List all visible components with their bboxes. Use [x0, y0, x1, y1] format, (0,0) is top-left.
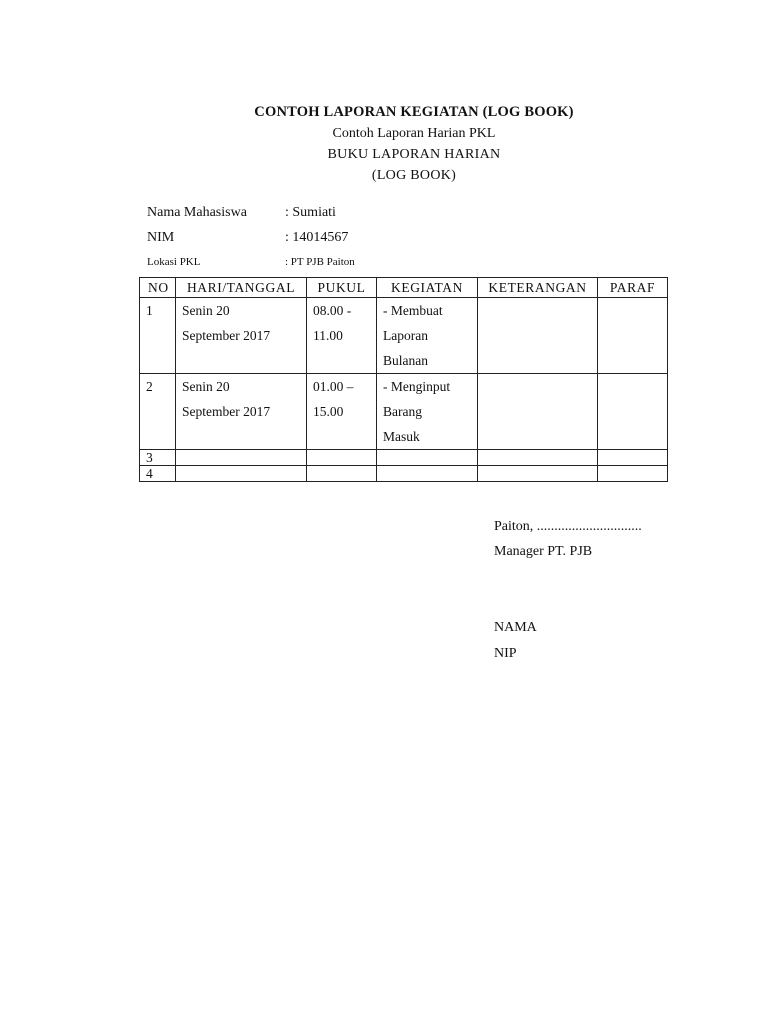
- date-cell: [176, 450, 307, 466]
- note-cell: [478, 374, 598, 450]
- location-row: [147, 256, 355, 268]
- activity-line: Laporan: [383, 328, 428, 343]
- location-label: Lokasi PKL: [147, 256, 201, 268]
- time-cell: [307, 298, 377, 374]
- student-name-row: [147, 205, 336, 221]
- location-value: : PT PJB Paiton: [285, 256, 355, 268]
- time-cell: [307, 450, 377, 466]
- logbook-table: [139, 277, 668, 482]
- time-line: 15.00: [313, 404, 344, 419]
- signature-name: NAMA: [494, 620, 537, 635]
- nim-row: [147, 230, 348, 246]
- date-line: Senin 20: [182, 379, 230, 394]
- document-subtitle: Contoh Laporan Harian PKL: [332, 126, 496, 141]
- time-line: 08.00 -: [313, 303, 352, 318]
- sign-cell: [598, 466, 668, 482]
- activity-line: Masuk: [383, 429, 420, 444]
- note-cell: [478, 298, 598, 374]
- note-cell: [478, 466, 598, 482]
- activity-cell: [377, 466, 478, 482]
- activity-cell: [377, 374, 478, 450]
- activity-cell: [377, 450, 478, 466]
- table-row: [140, 450, 668, 466]
- date-cell: [176, 374, 307, 450]
- row-number: 4: [140, 466, 176, 482]
- time-cell: [307, 466, 377, 482]
- table-row: [140, 374, 668, 450]
- signature-nip: NIP: [494, 646, 517, 661]
- time-line: 11.00: [313, 328, 343, 343]
- activity-cell: [377, 298, 478, 374]
- signature-position: Manager PT. PJB: [494, 544, 593, 559]
- student-name-label: Nama Mahasiswa: [147, 205, 247, 220]
- logbook-subheading: (LOG BOOK): [371, 168, 457, 183]
- column-header-note: KETERANGAN: [478, 278, 598, 298]
- table-row: [140, 466, 668, 482]
- column-header-sign: PARAF: [598, 278, 668, 298]
- note-cell: [478, 450, 598, 466]
- student-name-value: : Sumiati: [285, 205, 336, 220]
- nim-value: : 14014567: [285, 230, 349, 245]
- table-header-row: [140, 278, 668, 298]
- time-line: 01.00 –: [313, 379, 354, 394]
- document-title: CONTOH LAPORAN KEGIATAN (LOG BOOK): [254, 104, 574, 120]
- row-number: 2: [140, 374, 176, 450]
- activity-line: Bulanan: [383, 353, 428, 368]
- date-line: September 2017: [182, 328, 271, 343]
- activity-line: - Menginput: [383, 379, 451, 394]
- date-line: Senin 20: [182, 303, 230, 318]
- nim-label: NIM: [147, 230, 175, 245]
- time-cell: [307, 374, 377, 450]
- row-number: 3: [140, 450, 176, 466]
- column-header-time: PUKUL: [307, 278, 377, 298]
- activity-line: - Membuat: [383, 303, 443, 318]
- row-number: 1: [140, 298, 176, 374]
- date-cell: [176, 298, 307, 374]
- sign-cell: [598, 298, 668, 374]
- signature-place-date: Paiton, ..............................: [494, 519, 642, 534]
- column-header-activity: KEGIATAN: [377, 278, 478, 298]
- column-header-no: NO: [140, 278, 176, 298]
- column-header-date: HARI/TANGGAL: [176, 278, 307, 298]
- date-cell: [176, 466, 307, 482]
- logbook-heading: BUKU LAPORAN HARIAN: [327, 147, 501, 162]
- date-line: September 2017: [182, 404, 271, 419]
- document-heading: [0, 102, 768, 186]
- activity-line: Barang: [383, 404, 422, 419]
- sign-cell: [598, 450, 668, 466]
- sign-cell: [598, 374, 668, 450]
- table-row: [140, 298, 668, 374]
